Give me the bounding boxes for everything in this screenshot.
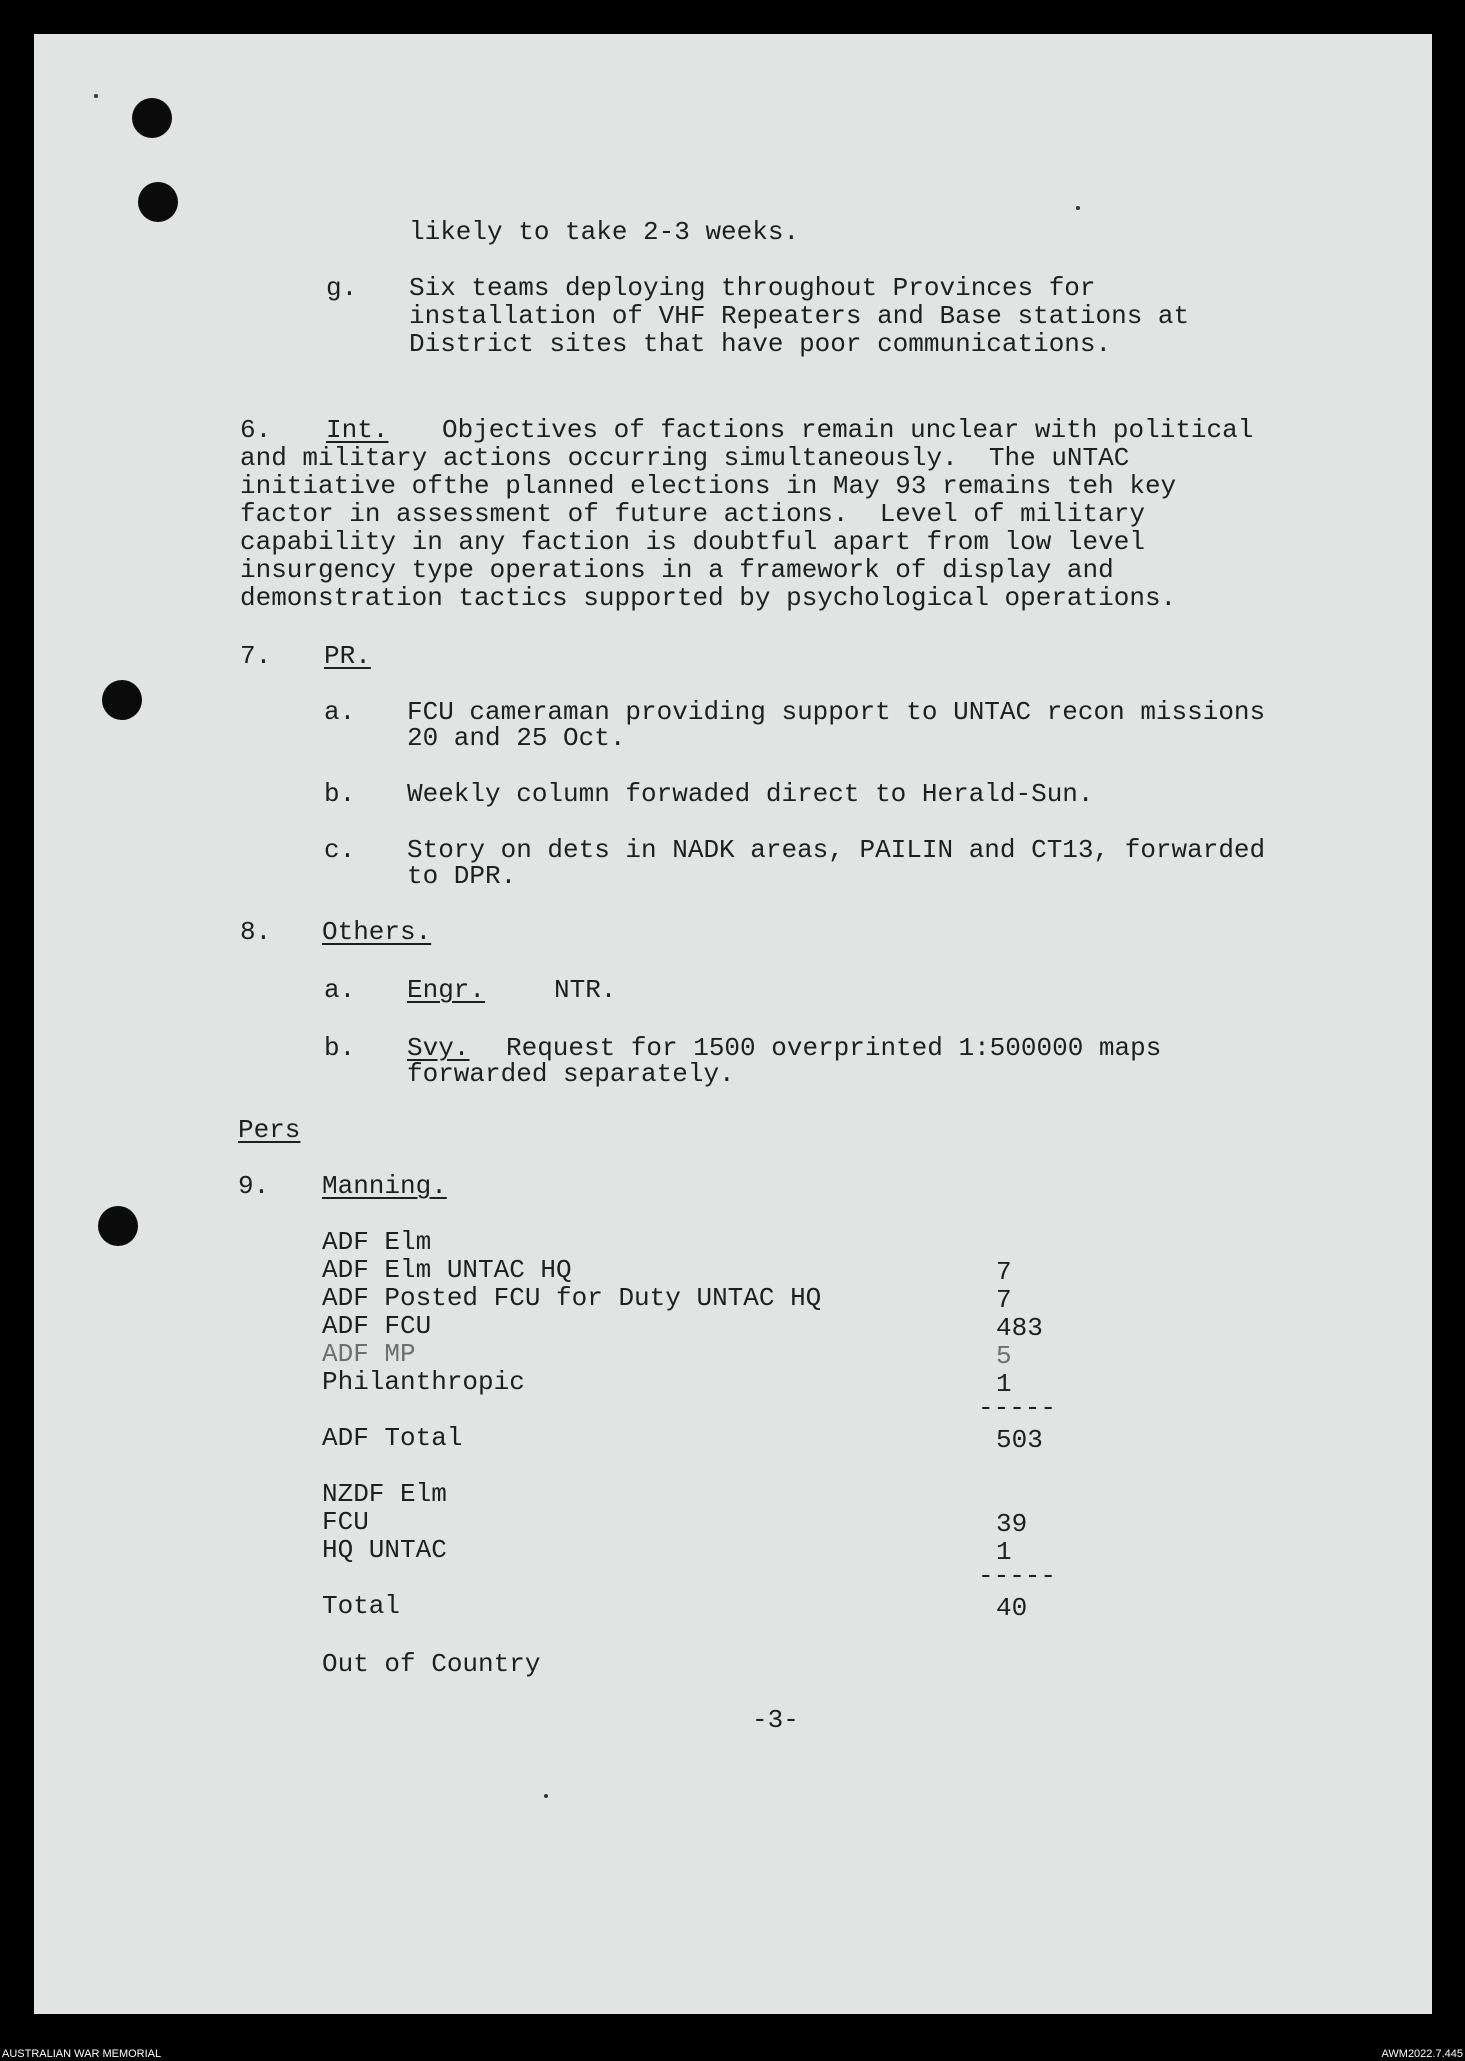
punch-hole bbox=[132, 98, 172, 138]
item8-heading: Others. bbox=[322, 917, 432, 947]
footer-institution: AUSTRALIAN WAR MEMORIAL bbox=[2, 2048, 162, 2060]
punch-hole bbox=[138, 182, 178, 222]
nzdf-row-value: 39 bbox=[996, 1509, 1028, 1539]
nzdf-total-value: 40 bbox=[996, 1593, 1028, 1623]
nzdf-row-value: 1 bbox=[996, 1537, 1012, 1567]
nzdf-row-label: HQ UNTAC bbox=[322, 1535, 447, 1565]
item7b-line: Weekly column forwaded direct to Herald-Sun. bbox=[407, 779, 1094, 809]
adf-row-label: Philanthropic bbox=[322, 1367, 525, 1397]
item7c-line: Story on dets in NADK areas, PAILIN and CT13, forwarded bbox=[407, 835, 1266, 865]
nzdf-total-label: Total bbox=[322, 1591, 401, 1621]
paper-speck bbox=[544, 1794, 548, 1798]
item7b-letter: b. bbox=[324, 779, 356, 809]
item6-first-line: Objectives of factions remain unclear with political bbox=[442, 415, 1254, 445]
item7c-letter: c. bbox=[324, 835, 356, 865]
punch-hole bbox=[102, 680, 142, 720]
paper-speck bbox=[94, 94, 98, 98]
item6-line: factor in assessment of future actions. Level of military bbox=[240, 499, 1145, 529]
item8b-text2: forwarded separately. bbox=[407, 1059, 735, 1089]
paper-speck bbox=[1076, 206, 1080, 210]
item7a-line: 20 and 25 Oct. bbox=[407, 723, 626, 753]
item7-heading: PR. bbox=[324, 641, 371, 671]
item6-line: initiative ofthe planned elections in May 93 remains teh key bbox=[240, 471, 1177, 501]
document-page bbox=[34, 34, 1432, 2014]
nzdf-row-label: FCU bbox=[322, 1507, 369, 1537]
item6-line: demonstration tactics supported by psychological operations. bbox=[240, 583, 1177, 613]
item8a-heading: Engr. bbox=[407, 975, 486, 1005]
item7-number: 7. bbox=[240, 641, 272, 671]
nzdf-total-rule: ----- bbox=[978, 1561, 1057, 1591]
item8b-text: Request for 1500 overprinted 1:500000 maps bbox=[506, 1033, 1162, 1063]
item7a-letter: a. bbox=[324, 697, 356, 727]
item5g-line: Six teams deploying throughout Provinces for bbox=[409, 273, 1096, 303]
nzdf-elm-title: NZDF Elm bbox=[322, 1479, 447, 1509]
footer-accession-number: AWM2022.7.445 bbox=[1381, 2048, 1463, 2060]
item6-line: insurgency type operations in a framework of display and bbox=[240, 555, 1114, 585]
item6-line: and military actions occurring simultaneously. The uNTAC bbox=[240, 443, 1130, 473]
adf-row-value: 7 bbox=[996, 1285, 1012, 1315]
adf-row-label: ADF Elm UNTAC HQ bbox=[322, 1255, 572, 1285]
adf-row-label: ADF FCU bbox=[322, 1311, 432, 1341]
page-number: -3- bbox=[752, 1705, 799, 1735]
item8-number: 8. bbox=[240, 917, 272, 947]
punch-hole bbox=[98, 1206, 138, 1246]
item7c-line: to DPR. bbox=[407, 861, 517, 891]
adf-elm-title: ADF Elm bbox=[322, 1227, 432, 1257]
item8b-letter: b. bbox=[324, 1033, 356, 1063]
item5g-line: District sites that have poor communications. bbox=[409, 329, 1112, 359]
out-of-country-heading: Out of Country bbox=[322, 1649, 541, 1679]
item5g-letter: g. bbox=[326, 273, 358, 303]
adf-row-label: ADF MP bbox=[322, 1339, 416, 1369]
item6-heading: Int. bbox=[326, 415, 389, 445]
adf-total-value: 503 bbox=[996, 1425, 1043, 1455]
item8b-heading: Svy. bbox=[407, 1033, 470, 1063]
pers-heading: Pers bbox=[238, 1115, 301, 1145]
adf-row-label: ADF Posted FCU for Duty UNTAC HQ bbox=[322, 1283, 822, 1313]
item8a-letter: a. bbox=[324, 975, 356, 1005]
item6-line: capability in any faction is doubtful apart from low level bbox=[240, 527, 1145, 557]
item5g-line: installation of VHF Repeaters and Base stations at bbox=[409, 301, 1190, 331]
item8a-text: NTR. bbox=[554, 975, 617, 1005]
adf-row-value: 483 bbox=[996, 1313, 1043, 1343]
adf-row-value: 7 bbox=[996, 1257, 1012, 1287]
item5-continuation: likely to take 2-3 weeks. bbox=[409, 217, 800, 247]
item7a-line: FCU cameraman providing support to UNTAC recon missions bbox=[407, 697, 1266, 727]
item9-heading: Manning. bbox=[322, 1171, 447, 1201]
adf-total-rule: ----- bbox=[978, 1393, 1057, 1423]
adf-row-value: 1 bbox=[996, 1369, 1012, 1399]
item6-number: 6. bbox=[240, 415, 272, 445]
adf-row-value: 5 bbox=[996, 1341, 1012, 1371]
item9-number: 9. bbox=[238, 1171, 270, 1201]
adf-total-label: ADF Total bbox=[322, 1423, 463, 1453]
